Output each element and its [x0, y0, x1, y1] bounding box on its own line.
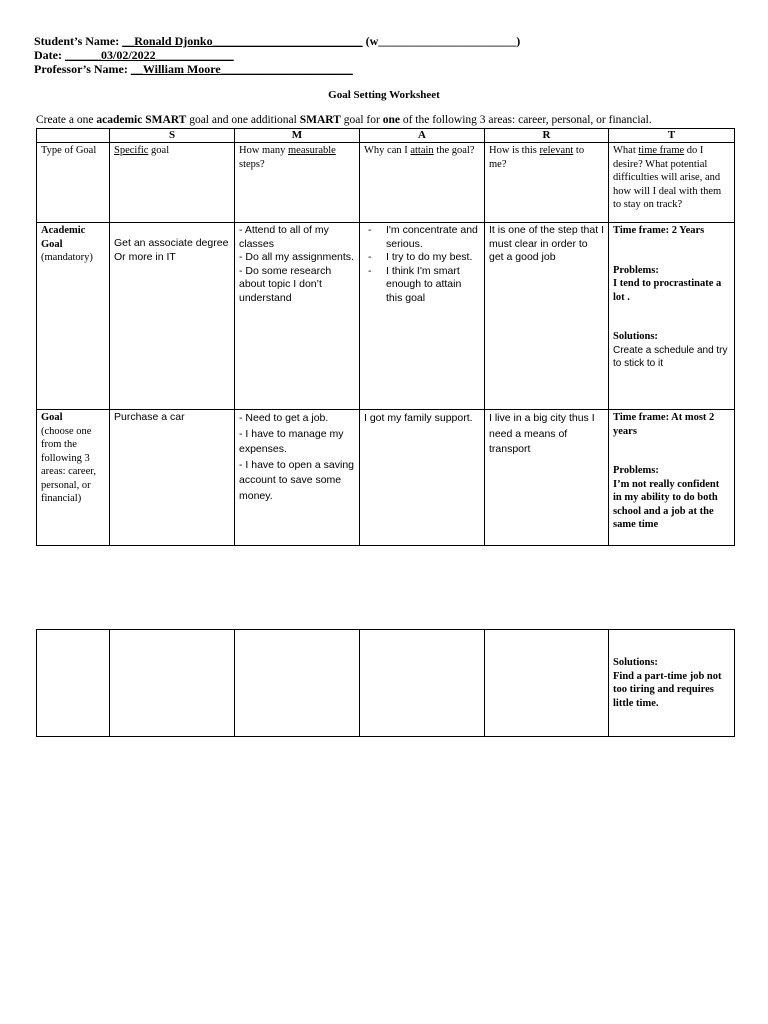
- academic-specific-text: Get an associate degree Or more in IT: [114, 237, 229, 263]
- header-specific: [110, 143, 235, 223]
- header-keyword: Specific: [114, 145, 149, 156]
- goal-relevant-text: I live in a big city thus I need a means of transport: [489, 412, 595, 455]
- header-type-of-goal: Type of Goal: [37, 143, 110, 223]
- header-measurable: [235, 143, 360, 223]
- date-value[interactable]: ______03/02/2022_____________: [64, 48, 234, 62]
- date-label: Date:: [34, 48, 65, 62]
- letter-s: S: [110, 129, 235, 143]
- academic-measurable-step: - Do some research about topic I don’t understand: [239, 264, 332, 304]
- academic-measurable-step: - Attend to all of my classes: [239, 224, 329, 250]
- header-keyword: time frame: [638, 145, 685, 156]
- cont-specific-cell[interactable]: [110, 630, 235, 737]
- header-keyword: relevant: [539, 145, 574, 156]
- academic-type-label: Academic Goal: [41, 225, 86, 250]
- smart-goal-table-continued: [36, 629, 735, 737]
- header-text: to me?: [489, 145, 585, 170]
- goal-problems-text: I’m not really confident in my ability to do both school and a job at the same time: [613, 478, 720, 530]
- academic-problems-text: I tend to procrastinate a lot .: [613, 278, 722, 303]
- academic-relevant-cell[interactable]: [485, 223, 609, 410]
- header-text: Why can I: [364, 145, 411, 156]
- goal-measurable-step: - I have to open a saving account to save some money.: [239, 458, 354, 502]
- letter-r: R: [485, 129, 609, 143]
- academic-time-cell[interactable]: [609, 223, 735, 410]
- instruction-part: Create a one: [36, 114, 97, 126]
- header-text: the goal?: [433, 145, 475, 156]
- student-name-value[interactable]: __Ronald Djonko_________________________: [122, 34, 363, 48]
- worksheet-title: Goal Setting Worksheet: [328, 89, 440, 101]
- goal-measurable-step: - I have to manage my expenses.: [239, 427, 344, 455]
- cont-relevant-cell[interactable]: [485, 630, 609, 737]
- continued-goal-row: [37, 630, 735, 737]
- academic-attain-cell[interactable]: [360, 223, 485, 410]
- smart-goal-table: [36, 128, 735, 546]
- letter-blank: [37, 129, 110, 143]
- academic-time-frame: Time frame: 2 Years: [613, 225, 705, 236]
- academic-solutions-label: Solutions:: [613, 331, 658, 342]
- professor-line: [34, 62, 353, 76]
- date-line: [34, 48, 234, 62]
- header-time-bound: [609, 143, 735, 223]
- academic-attain-list: [364, 224, 480, 305]
- instruction-emphasis: SMART: [299, 114, 341, 126]
- header-text: do I desire? What potential difficulties will arise, and how will I deal with them to stay on track?: [613, 145, 722, 210]
- header-keyword: measurable: [288, 145, 336, 156]
- goal-time-cell[interactable]: [609, 410, 735, 546]
- academic-type-note: (mandatory): [41, 252, 93, 263]
- academic-solutions-text: Create a schedule and try to stick to it: [613, 344, 728, 369]
- header-keyword: attain: [410, 145, 434, 156]
- academic-attain-item: - I try to do my best.: [386, 251, 480, 265]
- goal-specific-cell[interactable]: [110, 410, 235, 546]
- goal-type-label: Goal: [41, 412, 63, 423]
- cont-type-cell[interactable]: [37, 630, 110, 737]
- academic-measurable-cell[interactable]: [235, 223, 360, 410]
- instruction-part: goal and one additional: [186, 114, 300, 126]
- academic-attain-item: - I'm concentrate and serious.: [386, 224, 480, 251]
- letter-a: A: [360, 129, 485, 143]
- goal-problems-label: Problems:: [613, 465, 659, 476]
- letter-m: M: [235, 129, 360, 143]
- header-text: goal: [148, 145, 170, 156]
- academic-problems-label: Problems:: [613, 264, 659, 276]
- academic-relevant-text: It is one of the step that I must clear in order to get a good job: [489, 224, 604, 263]
- professor-value[interactable]: __William Moore______________________: [130, 62, 353, 76]
- additional-goal-row: [37, 410, 735, 546]
- instruction-text: [36, 114, 652, 126]
- student-name-label: Student’s Name:: [34, 34, 123, 48]
- column-header-row: [37, 143, 735, 223]
- professor-label: Professor’s Name:: [34, 62, 131, 76]
- header-relevant: [485, 143, 609, 223]
- student-id-field[interactable]: (w_______________________): [362, 34, 521, 48]
- header-text: How is this: [489, 145, 540, 156]
- academic-measurable-step: - Do all my assignments.: [239, 251, 354, 263]
- academic-goal-row: [37, 223, 735, 410]
- goal-attain-text: I got my family support.: [364, 412, 473, 424]
- cont-attain-cell[interactable]: [360, 630, 485, 737]
- goal-specific-text: Purchase a car: [114, 411, 185, 423]
- goal-attain-cell[interactable]: [360, 410, 485, 546]
- academic-attain-item: - I think I'm smart enough to attain this goal: [386, 265, 480, 306]
- goal-time-frame: Time frame: At most 2 years: [613, 412, 715, 437]
- instruction-emphasis: one: [382, 114, 400, 126]
- cont-measurable-cell[interactable]: [235, 630, 360, 737]
- cont-time-cell[interactable]: [609, 630, 735, 737]
- letter-t: T: [609, 129, 735, 143]
- goal-measurable-cell[interactable]: [235, 410, 360, 546]
- goal-measurable-step: - Need to get a job.: [239, 412, 329, 424]
- academic-type-cell: [37, 223, 110, 410]
- header-text: steps?: [239, 158, 265, 170]
- letter-row: [37, 129, 735, 143]
- header-text: What: [613, 145, 639, 156]
- instruction-part: goal for: [340, 114, 383, 126]
- goal-relevant-cell[interactable]: [485, 410, 609, 546]
- goal-solutions-label: Solutions:: [613, 657, 658, 668]
- goal-type-note: (choose one from the following 3 areas: career, personal, or financial): [41, 425, 96, 504]
- student-name-line: [34, 34, 520, 48]
- instruction-emphasis: academic SMART: [96, 114, 187, 126]
- header-text: How many: [239, 145, 288, 156]
- goal-type-cell: [37, 410, 110, 546]
- academic-specific-cell[interactable]: [110, 223, 235, 410]
- instruction-part: of the following 3 areas: career, personal, or financial.: [399, 114, 652, 126]
- header-attainable: [360, 143, 485, 223]
- goal-solutions-text: Find a part-time job not too tiring and requires little time.: [613, 670, 722, 709]
